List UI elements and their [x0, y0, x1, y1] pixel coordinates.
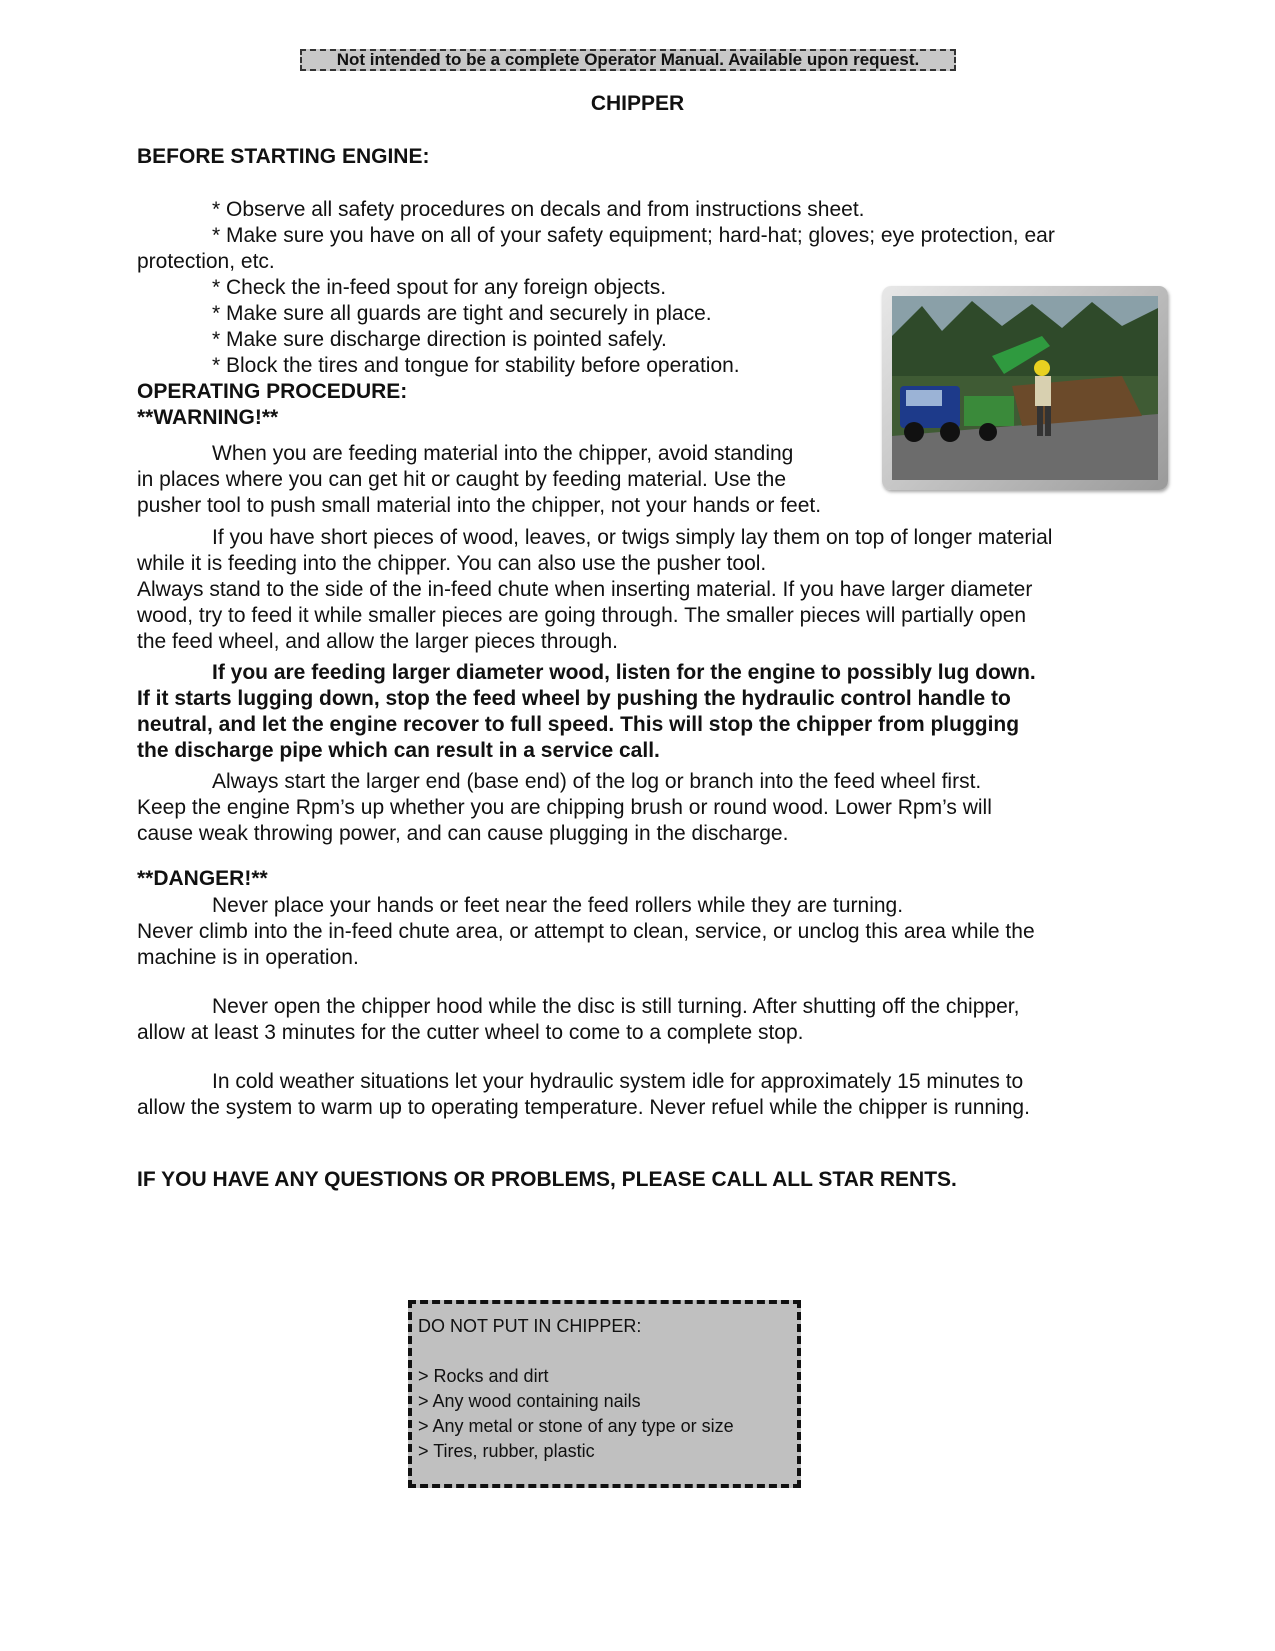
text-line: the feed wheel, and allow the larger pieces through.	[137, 630, 618, 653]
list-item: > Tires, rubber, plastic	[418, 1441, 595, 1461]
text-line: Always stand to the side of the in-feed chute when inserting material. If you have larger diameter	[137, 578, 1033, 601]
do-not-put-box	[408, 1300, 801, 1488]
danger-paragraph-1	[137, 893, 1035, 971]
text-line: If you have short pieces of wood, leaves, or twigs simply lay them on top of longer material	[212, 526, 1053, 549]
text-line: in places where you can get hit or caught by feeding material. Use the	[137, 468, 787, 491]
text-line: machine is in operation.	[137, 946, 359, 969]
list-item: * Make sure you have on all of your safety equipment; hard-hat; gloves; eye protection, ear	[212, 224, 1055, 247]
text-line: allow at least 3 minutes for the cutter wheel to come to a complete stop.	[137, 1021, 804, 1044]
list-item: * Make sure discharge direction is pointed safely.	[212, 328, 667, 351]
text-line: Keep the engine Rpm’s up whether you are chipping brush or round wood. Lower Rpm’s will	[137, 796, 992, 819]
danger-paragraph-3	[137, 1069, 1030, 1121]
do-not-put-heading: DO NOT PUT IN CHIPPER:	[418, 1316, 642, 1336]
operating-procedure-heading: OPERATING PROCEDURE:	[137, 380, 408, 403]
text-line: Never open the chipper hood while the disc is still turning. After shutting off the chipper,	[212, 995, 1020, 1018]
text-line: the discharge pipe which can result in a service call.	[137, 739, 660, 762]
operating-paragraph-2	[137, 525, 1052, 655]
text-line: When you are feeding material into the chipper, avoid standing	[212, 442, 794, 465]
danger-paragraph-2	[137, 994, 1019, 1046]
page-title: CHIPPER	[590, 92, 685, 115]
list-item: > Rocks and dirt	[418, 1366, 549, 1386]
list-item: protection, etc.	[137, 250, 275, 273]
warning-heading: **WARNING!**	[137, 406, 279, 429]
list-item: * Check the in-feed spout for any foreign objects.	[212, 276, 667, 299]
text-line: Always start the larger end (base end) of the log or branch into the feed wheel first.	[212, 770, 982, 793]
operating-paragraph-4	[137, 769, 992, 847]
list-item: * Block the tires and tongue for stability before operation.	[212, 354, 740, 377]
list-item: > Any metal or stone of any type or size	[418, 1416, 734, 1436]
operating-paragraph-3	[137, 660, 1036, 764]
chipper-photo-image	[892, 296, 1158, 480]
text-line: Never climb into the in-feed chute area, or attempt to clean, service, or unclog this area while the	[137, 920, 1035, 943]
text-line: cause weak throwing power, and can cause plugging in the discharge.	[137, 822, 789, 845]
text-line: If you are feeding larger diameter wood, listen for the engine to possibly lug down.	[212, 661, 1036, 684]
list-item: * Observe all safety procedures on decals and from instructions sheet.	[212, 198, 865, 221]
chipper-photo	[882, 286, 1168, 490]
manual-notice-banner: Not intended to be a complete Operator Manual. Available upon request.	[300, 49, 956, 71]
text-line: wood, try to feed it while smaller pieces are going through. The smaller pieces will partially open	[137, 604, 1027, 627]
text-line: allow the system to warm up to operating temperature. Never refuel while the chipper is running.	[137, 1096, 1030, 1119]
text-line: In cold weather situations let your hydraulic system idle for approximately 15 minutes to	[212, 1070, 1024, 1093]
before-starting-heading: BEFORE STARTING ENGINE:	[137, 145, 430, 168]
list-item: > Any wood containing nails	[418, 1391, 641, 1411]
text-line: If it starts lugging down, stop the feed wheel by pushing the hydraulic control handle to	[137, 687, 1011, 710]
danger-heading: **DANGER!**	[137, 867, 268, 890]
contact-callout: IF YOU HAVE ANY QUESTIONS OR PROBLEMS, PLEASE CALL ALL STAR RENTS.	[137, 1168, 957, 1191]
text-line: Never place your hands or feet near the feed rollers while they are turning.	[212, 894, 904, 917]
text-line: neutral, and let the engine recover to full speed. This will stop the chipper from plugging	[137, 713, 1020, 736]
text-line: pusher tool to push small material into the chipper, not your hands or feet.	[137, 494, 822, 517]
list-item: * Make sure all guards are tight and securely in place.	[212, 302, 712, 325]
text-line: while it is feeding into the chipper. You can also use the pusher tool.	[137, 552, 767, 575]
operating-paragraph-1	[137, 441, 821, 519]
